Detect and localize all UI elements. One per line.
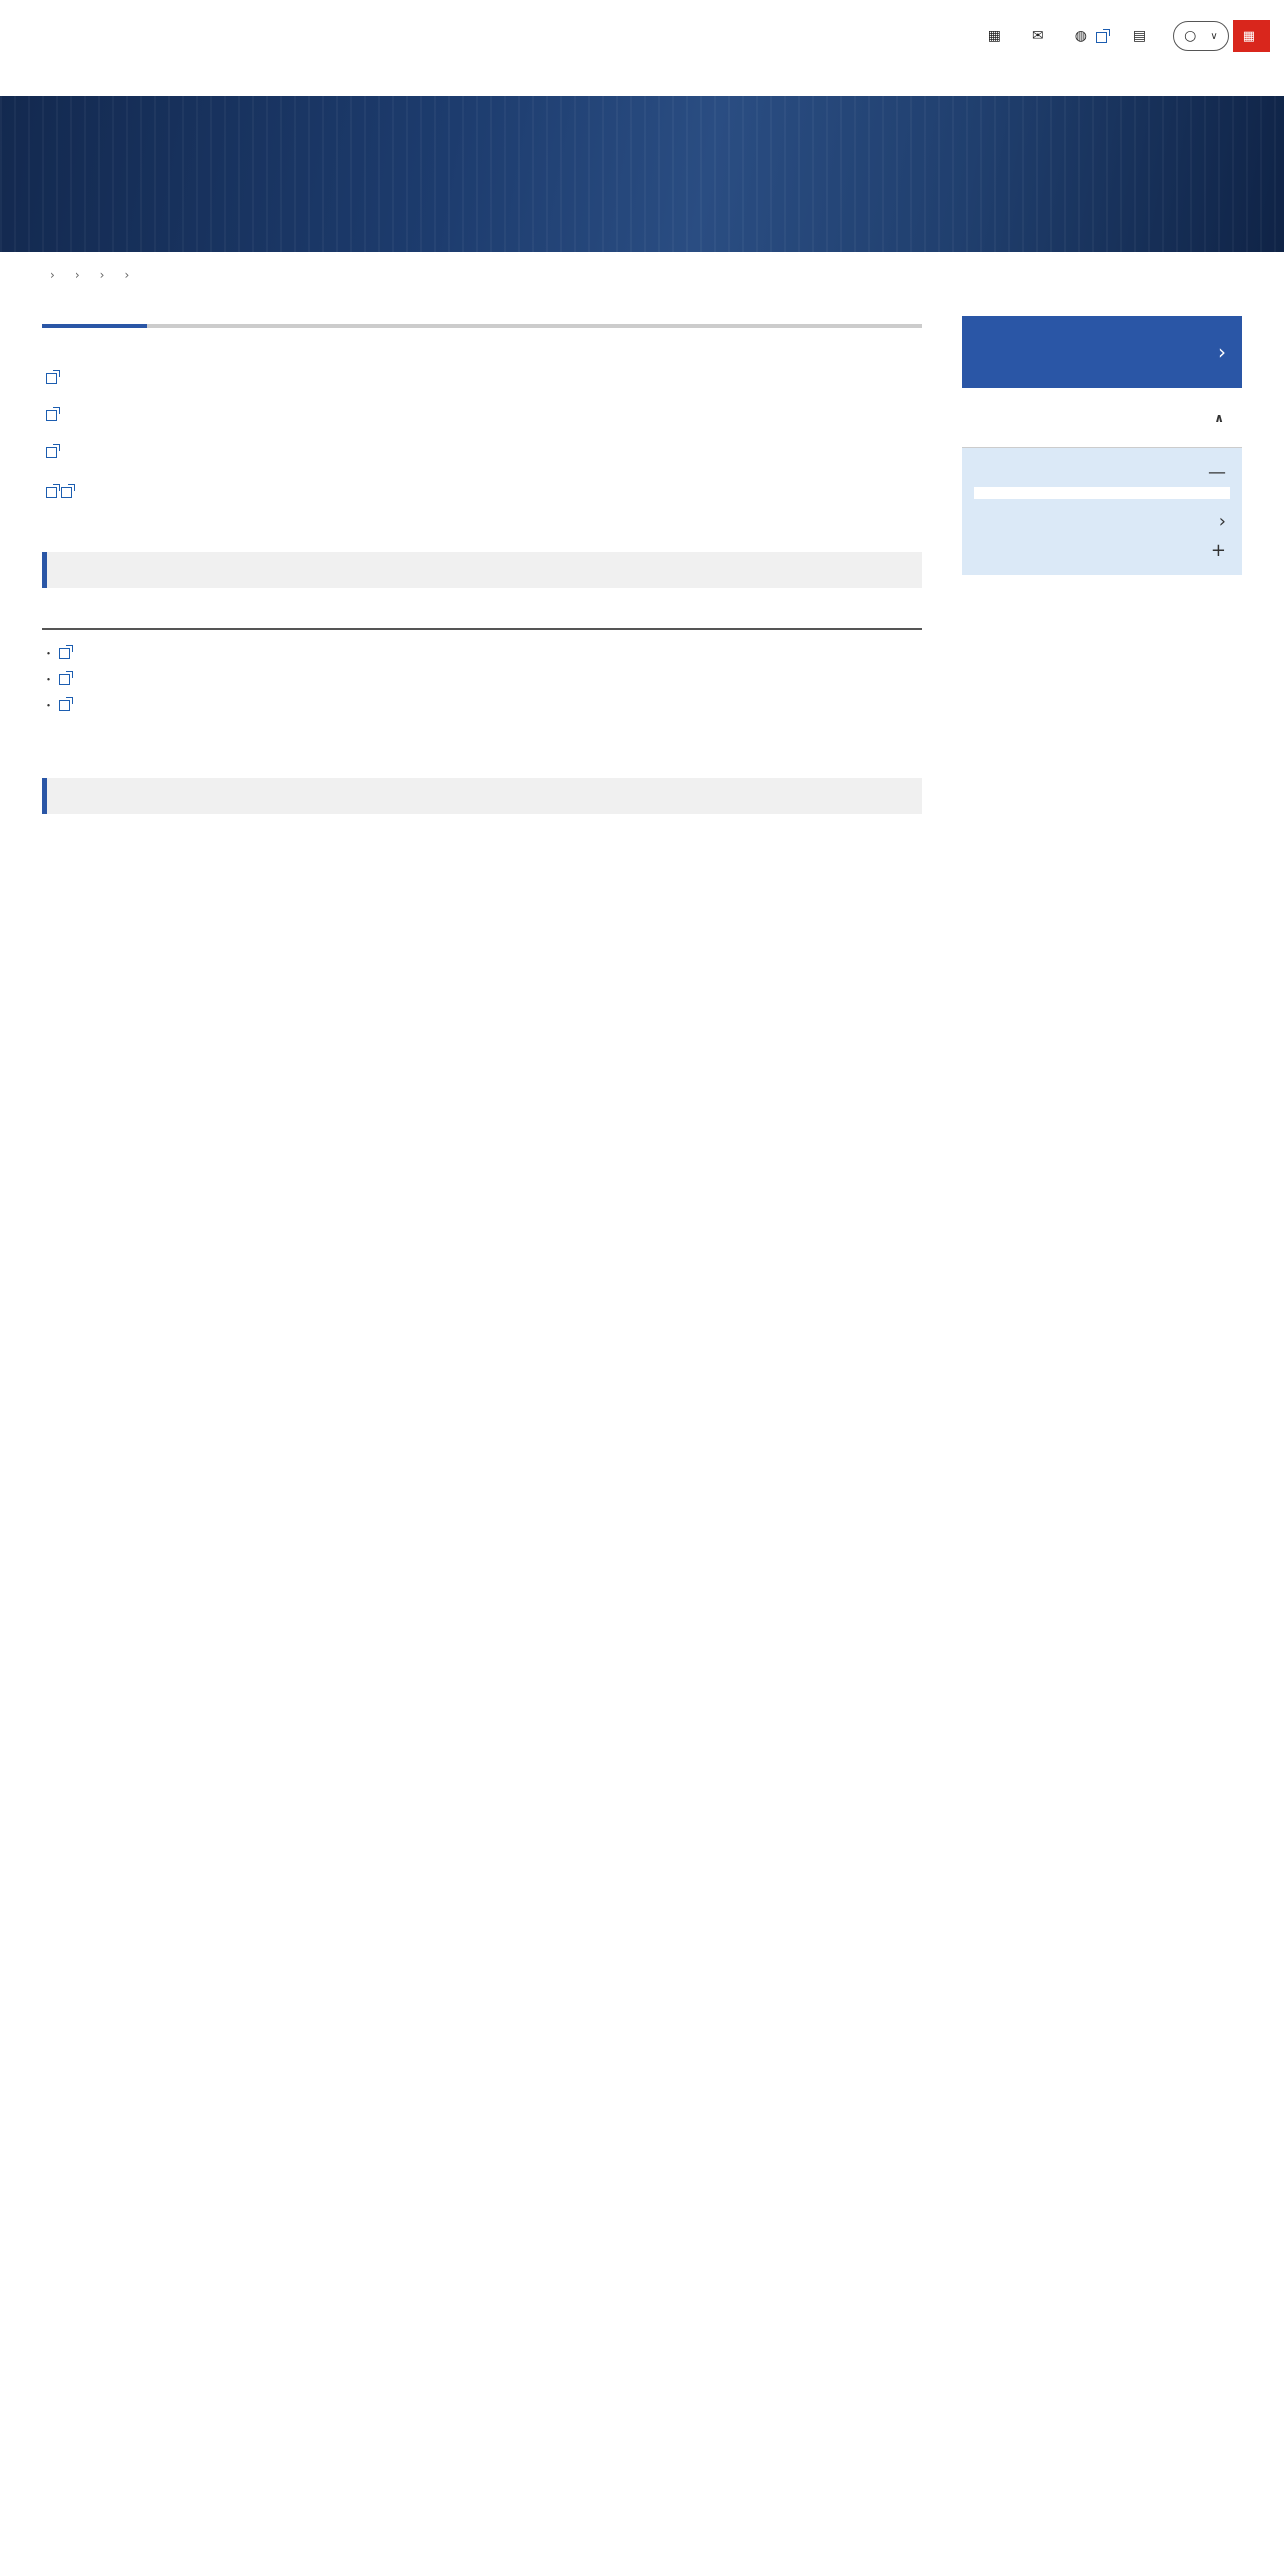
external-link-icon bbox=[59, 674, 70, 685]
external-link-icon bbox=[46, 447, 57, 458]
external-link-icon bbox=[46, 373, 57, 384]
section-heading-cve-id bbox=[42, 552, 922, 588]
breadcrumb bbox=[40, 268, 139, 282]
sidebar-subsubmenu bbox=[974, 487, 1230, 499]
chevron-right-icon: › bbox=[124, 268, 130, 282]
util-link-sns[interactable] bbox=[1133, 28, 1151, 44]
sidebar-nav bbox=[962, 316, 1242, 575]
chevron-right-icon: › bbox=[74, 268, 80, 282]
hero-banner bbox=[0, 96, 1284, 252]
list-item bbox=[42, 668, 922, 694]
list-item bbox=[42, 642, 922, 668]
purpose-search-button[interactable] bbox=[1233, 20, 1270, 52]
chevron-right-icon: › bbox=[1218, 340, 1226, 364]
global-nav bbox=[1068, 58, 1268, 67]
search-button[interactable] bbox=[1173, 21, 1229, 51]
external-link-icon bbox=[46, 410, 57, 421]
table-heading bbox=[42, 618, 922, 630]
external-link-icon bbox=[1096, 32, 1107, 43]
grid-icon: ▦ bbox=[1242, 28, 1255, 44]
chevron-up-icon: ∧ bbox=[1214, 410, 1224, 425]
chat-icon: ▤ bbox=[1132, 28, 1147, 44]
section-heading-cve-management bbox=[42, 778, 922, 814]
external-link-icon bbox=[59, 700, 70, 711]
building-icon: ▦ bbox=[987, 28, 1001, 44]
submenu-item-icat[interactable] bbox=[974, 507, 1230, 536]
sidebar-submenu bbox=[962, 448, 1242, 575]
submenu-item-oss[interactable] bbox=[974, 536, 1230, 565]
sidebar-head[interactable] bbox=[962, 316, 1242, 388]
main-content bbox=[42, 312, 922, 814]
list-item bbox=[42, 694, 922, 720]
chevron-right-icon: › bbox=[1218, 511, 1226, 532]
util-link-contact[interactable] bbox=[1032, 28, 1049, 44]
sidebar-item-vuln[interactable] bbox=[962, 388, 1242, 448]
globe-icon: ◍ bbox=[1074, 28, 1087, 44]
util-link-english[interactable] bbox=[1075, 28, 1107, 44]
plus-icon: + bbox=[1210, 540, 1226, 561]
mail-icon: ✉ bbox=[1031, 28, 1044, 44]
page-title bbox=[42, 312, 922, 328]
submenu-item-vuln-related[interactable] bbox=[974, 458, 1230, 487]
util-link-about[interactable] bbox=[988, 28, 1006, 44]
chevron-right-icon: › bbox=[50, 268, 55, 282]
chevron-down-icon: ∨ bbox=[1210, 30, 1218, 42]
id-link-list bbox=[42, 642, 922, 720]
paragraph bbox=[42, 483, 922, 504]
external-link-icon bbox=[46, 487, 57, 498]
external-link-icon bbox=[61, 487, 72, 498]
search-icon: ○ bbox=[1184, 28, 1197, 44]
external-link-icon bbox=[59, 648, 70, 659]
site-header bbox=[0, 0, 1284, 96]
minus-icon: — bbox=[1208, 462, 1226, 483]
chevron-right-icon: › bbox=[99, 268, 105, 282]
utility-nav bbox=[962, 20, 1270, 52]
